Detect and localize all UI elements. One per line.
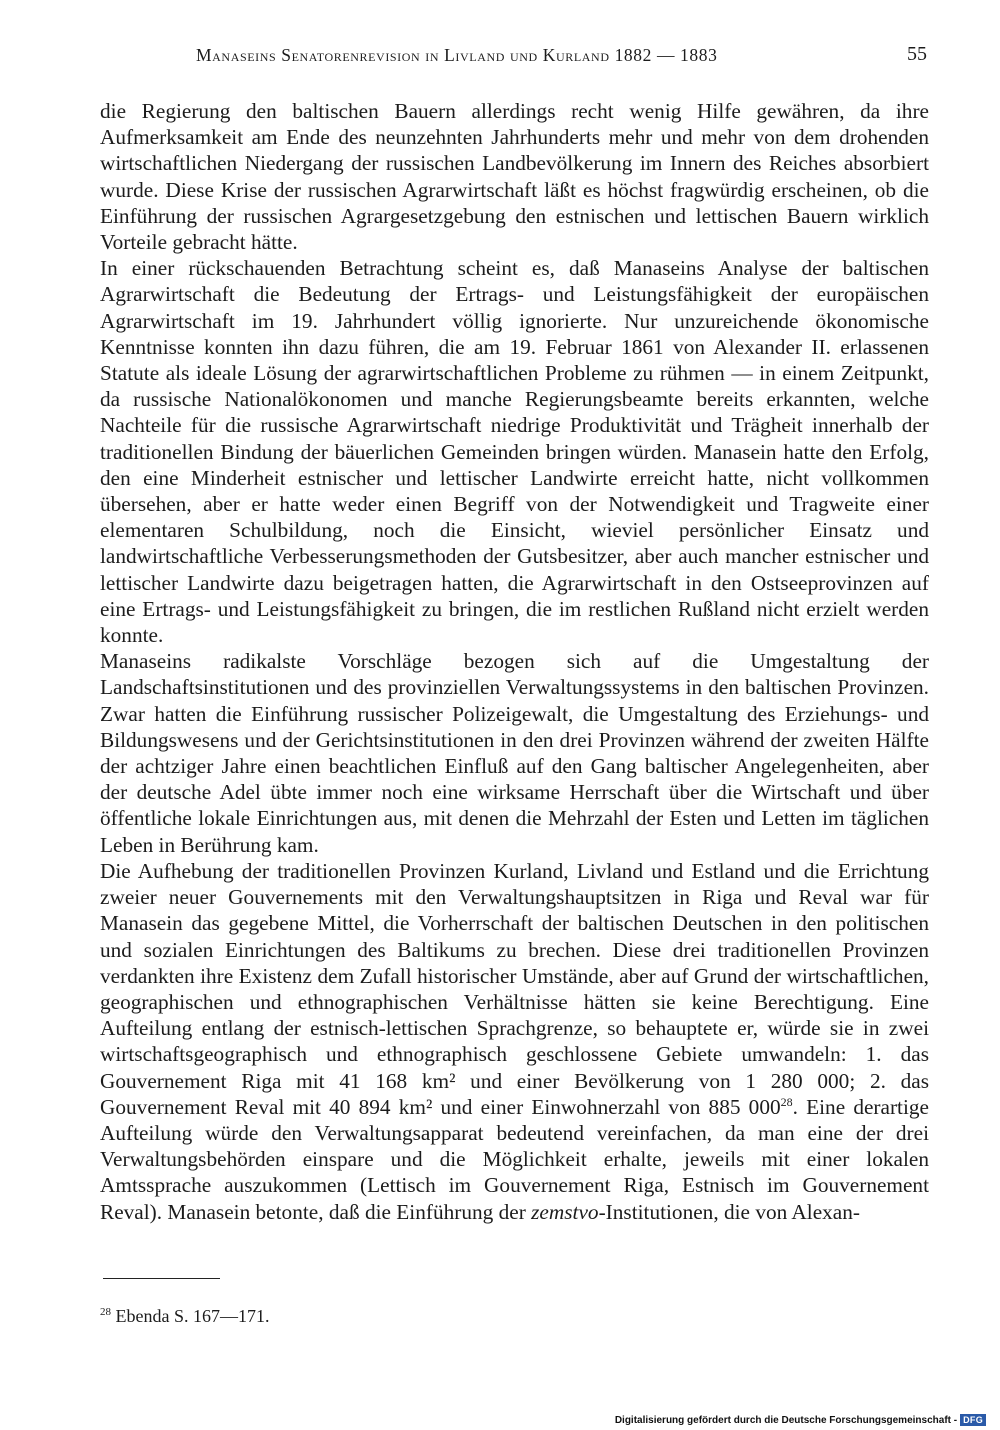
paragraph: Manaseins radikalste Vorschläge bezogen sich auf die Umgestaltung der Landschaftsinstitutionen und des provinziellen Verwaltungssystems in den baltischen Provinzen. Zwar hatten die Einführung russischer Polizeigewalt, die Umgestaltung des Erziehungs- und Bildungswesens und der Gerichtsinstitutionen in den drei Provinzen während der zweiten Hälfte der achtziger Jahre einen beachtlichen Einfluß auf den Gang baltischer Angelegenheiten, aber der deutsche Adel übte immer noch eine wirksame Herrschaft über die Wirtschaft und über öffentliche lokale Einrichtungen aus, mit denen die Mehrzahl der Esten und Letten im täglichen Leben in Berührung kam. bbox=[100, 649, 929, 857]
credit-text: Digitalisierung gefördert durch die Deutsche Forschungsgemeinschaft - bbox=[614, 1414, 958, 1426]
dfg-logo: DFG bbox=[960, 1414, 986, 1426]
paragraph-text: . Eine derartige Aufteilung würde den Verwaltungsapparat bedeutend vereinfachen, da man eine der drei Verwaltungsbehörden einspare und die Möglichkeit erhalte, jeweils mit einer lokalen Amtssprache auszukommen (Lettisch im Gouvernement Riga, Estnisch im Gouvernement Reval). Manasein betonte, daß die Einführung der bbox=[100, 1094, 929, 1224]
running-title: Manaseins Senatorenrevision in Livland und Kurland 1882 — 1883 bbox=[196, 45, 718, 65]
paragraph: In einer rückschauenden Betrachtung scheint es, daß Manaseins Analyse der baltischen Agrarwirtschaft die Bedeutung der Ertrags- und Leistungsfähigkeit der europäischen Agrarwirtschaft im 19. Jahrhundert völlig ignorierte. Nur unzureichende ökonomische Kenntnisse konnten ihn dazu führen, die am 19. Februar 1861 von Alexander II. erlassenen Statute als ideale Lösung der agrarwirtschaftlichen Probleme zu rühmen — in einem Zeitpunkt, da russische Nationalökonomen und manche Regierungsbeamte bereits erkannten, welche Nachteile für die russische Agrarwirtschaft niedrige Produktivität und Trägheit innerhalb der traditionellen Bindung der bäuerlichen Gemeinden bringen würden. Manasein hatte den Erfolg, den eine Minderheit estnischer und lettischer Landwirte erreicht hatte, nicht vollkommen übersehen, aber er hatte weder einen Begriff von der Notwendigkeit und Tragweite einer elementaren Schulbildung, noch die Einsicht, wieviel persönlicher Einsatz und landwirtschaftliche Verbesserungsmethoden der Gutsbesitzer, aber auch mancher estnischer und lettischer Landwirte dazu beigetragen hatten, die Agrarwirtschaft in den Ostseeprovinzen auf eine Ertrags- und Leistungsfähigkeit zu bringen, die im restlichen Rußland nicht erzielt werden konnte. bbox=[100, 256, 929, 648]
page-number: 55 bbox=[907, 43, 927, 65]
running-header bbox=[100, 42, 929, 72]
footnote-reference: 28 bbox=[780, 1094, 793, 1109]
paragraph: die Regierung den baltischen Bauern allerdings recht wenig Hilfe gewähren, da ihre Aufmerksamkeit am Ende des neunzehnten Jahrhunderts mehr und mehr von dem drohenden wirtschaftlichen Niedergang der russischen Landbevölkerung im Innern des Reiches absorbiert wurde. Diese Krise der russischen Agrarwirtschaft läßt es höchst fragwürdig erscheinen, ob die Einführung der russischen Agrargesetzgebung den estnischen und lettischen Bauern wirklich Vorteile gebracht hätte. bbox=[100, 99, 929, 255]
paragraph-text: Die Aufhebung der traditionellen Provinzen Kurland, Livland und Estland und die Errichtung zweier neuer Gouvernements mit den Verwaltungshauptsitzen in Riga und Reval war für Manasein das gegebene Mittel, die Vorherrschaft der baltischen Deutschen in den politischen und sozialen Einrichtungen des Baltikums zu brechen. Diese drei traditionellen Provinzen verdankten ihre Existenz dem Zufall historischer Umstände, aber auf Grund der wirtschaftlichen, geographischen und ethnographischen Verhältnisse hätten sie keine Berechtigung. Eine Aufteilung entlang der estnisch-lettischen Sprachgrenze, so behauptete er, würde sie in zwei wirtschaftsgeographisch und ethnographisch geschlossene Gebiete umwandeln: 1. das Gouvernement Riga mit 41 168 km² und einer Bevölkerung von 1 280 000; 2. das Gouvernement Reval mit 40 894 km² und einer Einwohnerzahl von 885 000 bbox=[100, 858, 929, 1119]
footnote bbox=[100, 1306, 269, 1327]
paragraph bbox=[100, 858, 929, 1225]
footnote-text: Ebenda S. 167—171. bbox=[115, 1306, 270, 1326]
footnote-divider bbox=[103, 1278, 220, 1279]
digitization-credit bbox=[615, 1413, 986, 1427]
footnote-number: 28 bbox=[100, 1306, 111, 1318]
paragraph-text: -Institutionen, die von Alexan- bbox=[598, 1199, 861, 1224]
main-text bbox=[100, 98, 929, 1225]
italic-term: zemstvo bbox=[531, 1199, 599, 1224]
